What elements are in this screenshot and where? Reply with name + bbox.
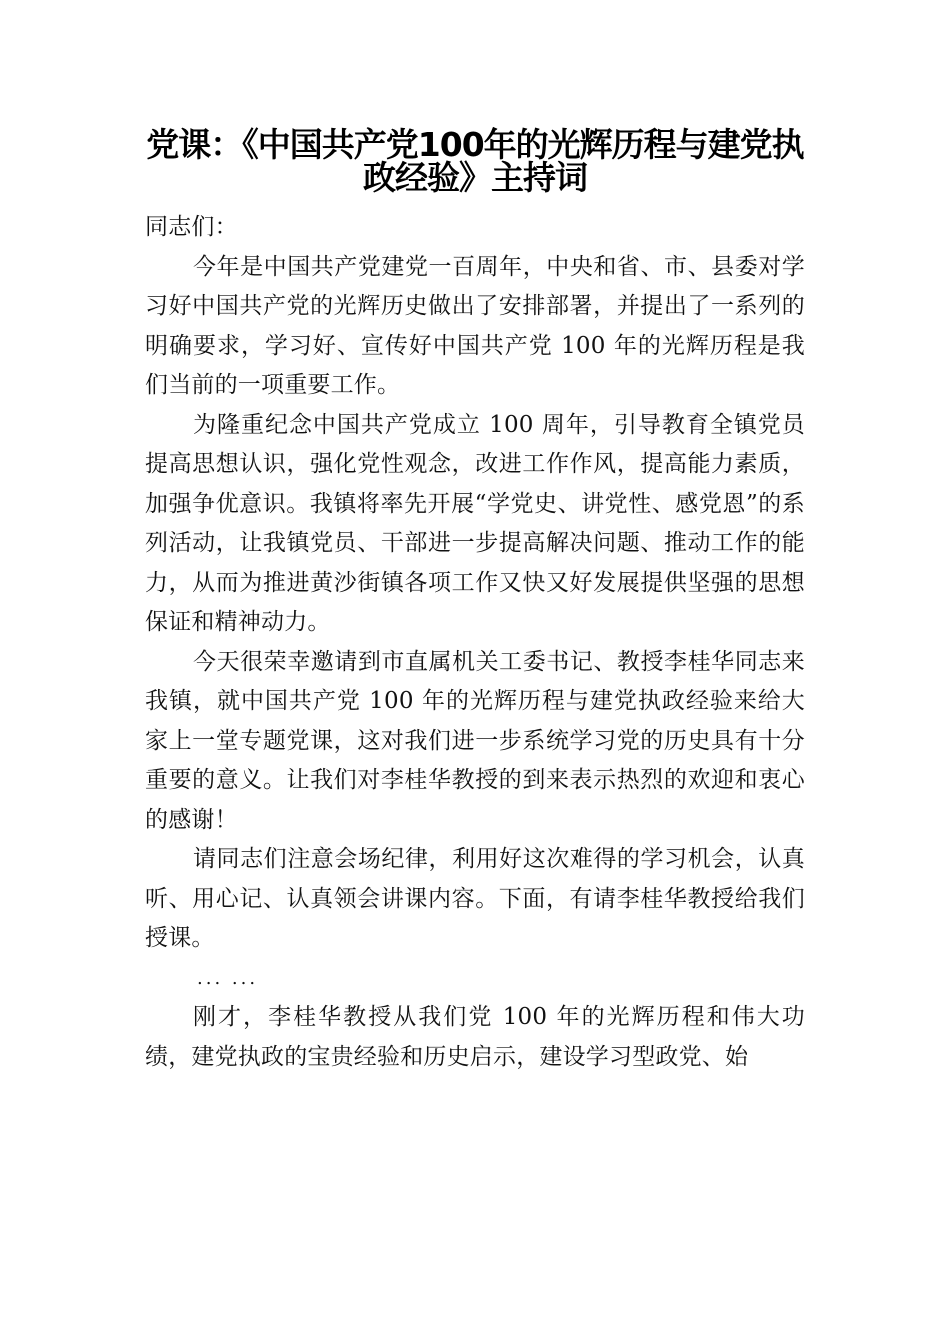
ellipsis-separator: ... ... <box>197 967 259 989</box>
paragraph-1: 今年是中国共产党建党一百周年，中央和省、市、县委对学习好中国共产党的光辉历史做出了安排部署，并提出了一系列的明确要求，学习好、宣传好中国共产党 100 年的光辉历程是我们当前的一项重要工作。 <box>145 253 805 398</box>
paragraph-3: 今天很荣幸邀请到市直属机关工委书记、教授李桂华同志来我镇，就中国共产党 100 年的光辉历程与建党执政经验来给大家上一堂专题党课，这对我们进一步系统学习党的历史具有十分重要的意义。让我们对李桂华教授的到来表示热烈的欢迎和衷心的感谢！ <box>145 648 805 833</box>
paragraph-5: 刚才，李桂华教授从我们党 100 年的光辉历程和伟大功绩，建党执政的宝贵经验和历史启示，建设学习型政党、始 <box>145 1004 805 1070</box>
paragraph-4: 请同志们注意会场纪律，利用好这次难得的学习机会，认真听、用心记、认真领会讲课内容。下面，有请李桂华教授给我们授课。 <box>145 846 805 951</box>
document-content <box>145 125 805 1077</box>
greeting: 同志们： <box>145 214 238 240</box>
paragraph-2: 为隆重纪念中国共产党成立 100 周年，引导教育全镇党员提高思想认识，强化党性观念，改进工作作风，提高能力素质，加强争优意识。我镇将率先开展“学党史、讲党性、感党恩”的系列活动，让我镇党员、干部进一步提高解决问题、推动工作的能力，从而为推进黄沙街镇各项工作又快又好发展提供坚强的思想保证和精神动力。 <box>145 411 805 635</box>
document-title: 党课：《中国共产党100年的光辉历程与建党执政经验》主持词 <box>146 125 804 197</box>
document-body <box>145 208 805 1077</box>
